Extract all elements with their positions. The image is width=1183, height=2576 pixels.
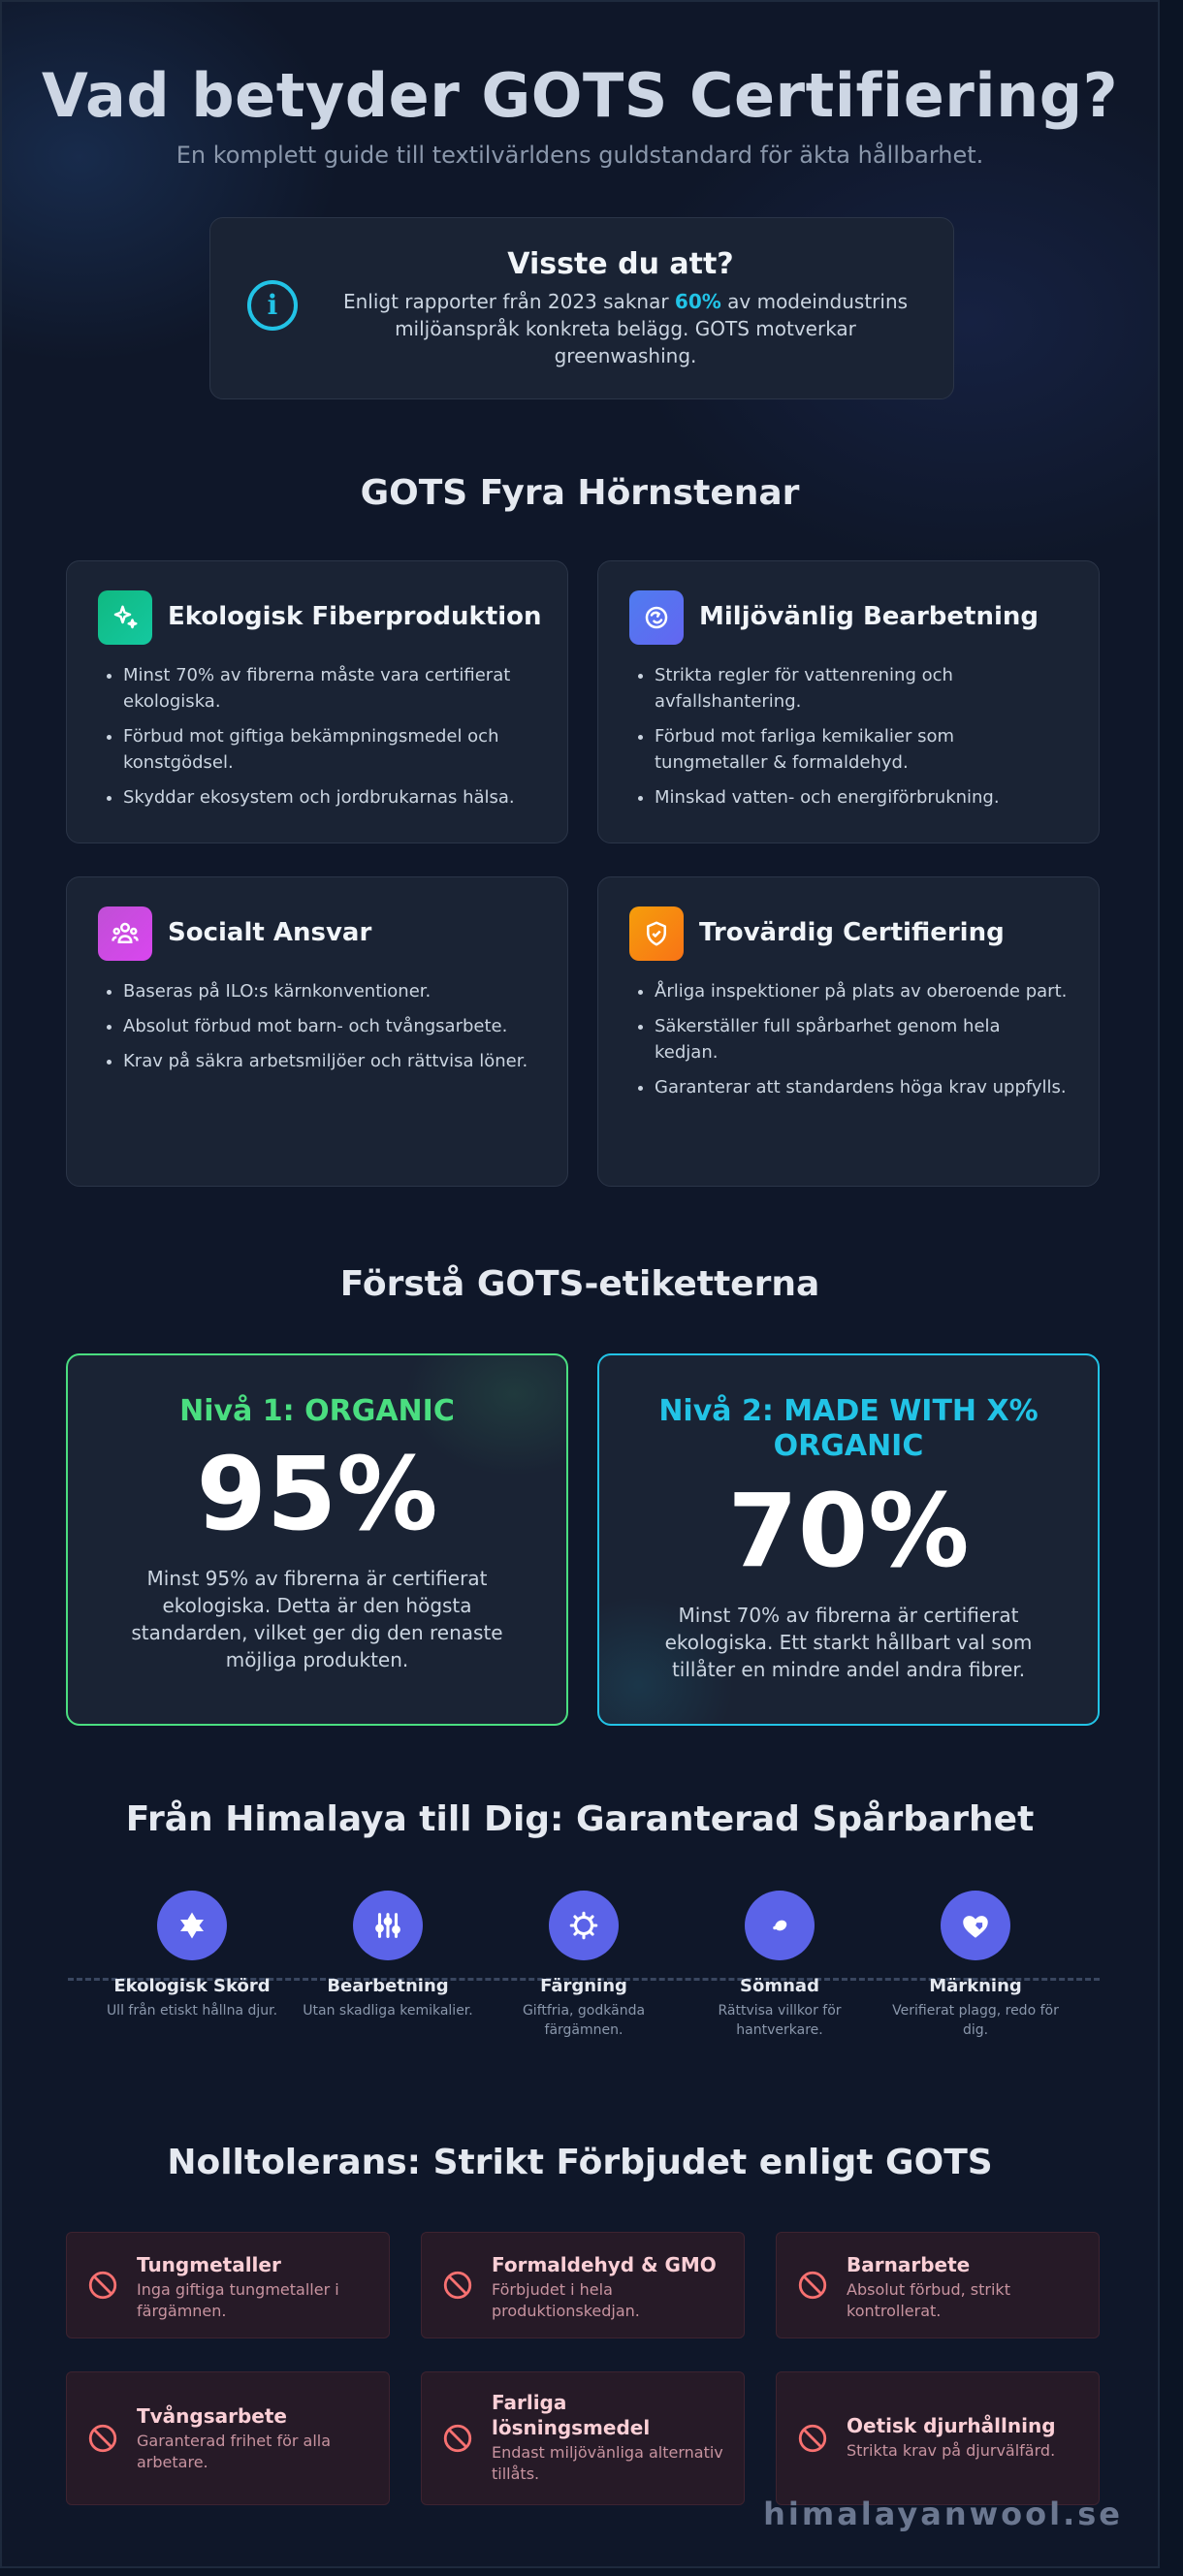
banned-item [66, 2232, 390, 2338]
sliders-icon [353, 1891, 423, 1960]
level-percent: 70% [727, 1472, 970, 1590]
step-desc: Ull från etiskt hållna djur. [106, 2003, 278, 2019]
step-desc: Verifierat plagg, redo för dig. [892, 2003, 1059, 2038]
footer-brand[interactable]: himalayanwool.se [763, 2496, 1123, 2532]
fact-highlight: 60% [674, 290, 721, 313]
sheep-icon [157, 1891, 227, 1960]
pillar-point: • Baseras på ILO:s kärnkonventioner. [123, 978, 536, 1004]
pillar-title: Socialt Ansvar [168, 918, 372, 947]
banned-item [421, 2232, 745, 2338]
step-desc: Utan skadliga kemikalier. [303, 2003, 473, 2019]
step-desc: Rättvisa villkor för hantverkare. [718, 2003, 842, 2038]
pillar-point: • Absolut förbud mot barn- och tvångsarbete. [123, 1013, 536, 1039]
shield-check-icon [629, 906, 684, 961]
banned-desc: Förbjudet i hela produktionskedjan. [492, 2280, 640, 2320]
people-icon [98, 906, 152, 961]
step-name: Färgning [540, 1976, 627, 1996]
pillar-point: • Årliga inspektioner på plats av oberoende part. [655, 978, 1068, 1004]
pillar-point: • Skyddar ekosystem och jordbrukarnas hälsa. [123, 784, 536, 811]
pillar-title: Ekologisk Fiberproduktion [168, 602, 542, 631]
banned-item [776, 2232, 1100, 2338]
ban-icon [441, 2422, 474, 2455]
banned-item [776, 2371, 1100, 2505]
level-title: Nivå 2: MADE WITH X% ORGANIC [658, 1394, 1039, 1463]
pillar-points [637, 978, 1068, 1109]
banned-desc: Endast miljövänliga alternativ tillåts. [492, 2443, 723, 2483]
banned-item [421, 2371, 745, 2505]
pillar-points [637, 662, 1068, 819]
banned-desc: Absolut förbud, strikt kontrollerat. [847, 2280, 1010, 2320]
needle-icon [745, 1891, 815, 1960]
level-card-made-with [597, 1353, 1100, 1726]
fact-box [209, 217, 954, 399]
timeline-step [883, 1891, 1068, 2040]
timeline-step [492, 1891, 676, 2040]
sparkle-icon [98, 590, 152, 645]
step-name: Bearbetning [327, 1976, 449, 1996]
timeline-step [100, 1891, 284, 2020]
banned-item [66, 2371, 390, 2505]
banned-name: Oetisk djurhållning [847, 2414, 1056, 2437]
traceability-title: Från Himalaya till Dig: Garanterad Spårbarhet [125, 1799, 1035, 1839]
pillar-card-ecological [66, 560, 568, 843]
step-name: Ekologisk Skörd [113, 1976, 271, 1996]
step-desc: Giftfria, godkända färgämnen. [522, 2003, 646, 2038]
ban-icon [86, 2422, 119, 2455]
tag-heart-icon [941, 1891, 1010, 1960]
info-icon: i [247, 280, 298, 331]
pillar-title: Miljövänlig Bearbetning [699, 602, 1039, 631]
fact-title: Visste du att? [507, 247, 734, 281]
pillar-points [106, 662, 536, 819]
pillar-point: • Förbud mot farliga kemikalier som tungmetaller & formaldehyd. [655, 723, 1068, 776]
level-text: Minst 95% av fibrerna är certifierat ekologiska. Detta är den högsta standarden, vilket ger dig den renaste möjliga produkten. [131, 1567, 503, 1671]
fact-text: Enligt rapporter från 2023 saknar 60% av modeindustrins miljöanspråk konkreta belägg. GOTS motverkar greenwashing. [342, 290, 909, 367]
labels-title: Förstå GOTS-etiketterna [339, 1264, 820, 1304]
level-title: Nivå 1: ORGANIC [179, 1394, 455, 1428]
pillar-title: Trovärdig Certifiering [699, 918, 1005, 947]
banned-desc: Garanterad frihet för alla arbetare. [137, 2432, 332, 2471]
banned-desc: Strikta krav på djurvälfärd. [847, 2441, 1056, 2460]
timeline-step [296, 1891, 480, 2020]
banned-desc: Inga giftiga tungmetaller i färgämnen. [137, 2280, 339, 2320]
banned-title: Nolltolerans: Strikt Förbjudet enligt GOTS [167, 2143, 993, 2182]
ban-icon [796, 2269, 829, 2302]
page-title: Vad betyder GOTS Certifiering? [41, 60, 1119, 131]
step-name: Sömnad [740, 1976, 819, 1996]
pillar-card-processing [597, 560, 1100, 843]
page-subtitle: En komplett guide till textilvärldens guldstandard för äkta hållbarhet. [176, 142, 984, 169]
ban-icon [441, 2269, 474, 2302]
pillar-point: • Krav på säkra arbetsmiljöer och rättvisa löner. [123, 1048, 536, 1074]
banned-name: Barnarbete [847, 2253, 971, 2276]
pillar-card-certification [597, 876, 1100, 1187]
pillar-point: • Garanterar att standardens höga krav uppfylls. [655, 1074, 1068, 1100]
pillar-point: • Säkerställer full spårbarhet genom hela kedjan. [655, 1013, 1068, 1065]
pillar-point: • Minst 70% av fibrerna måste vara certifierat ekologiska. [123, 662, 536, 715]
banned-name: Tvångsarbete [137, 2404, 287, 2428]
recycle-icon [629, 590, 684, 645]
level-card-organic [66, 1353, 568, 1726]
dye-icon [549, 1891, 619, 1960]
banned-name: Formaldehyd & GMO [492, 2253, 717, 2276]
timeline-step [687, 1891, 872, 2040]
step-name: Märkning [929, 1976, 1022, 1996]
ban-icon [86, 2269, 119, 2302]
pillars-title: GOTS Fyra Hörnstenar [360, 473, 800, 513]
pillar-points [106, 978, 536, 1083]
pillar-point: • Förbud mot giftiga bekämpningsmedel och konstgödsel. [123, 723, 536, 776]
pillar-card-social [66, 876, 568, 1187]
ban-icon [796, 2422, 829, 2455]
banned-name: Farliga lösningsmedel [492, 2391, 651, 2439]
pillar-point: • Minskad vatten- och energiförbrukning. [655, 784, 1068, 811]
level-text: Minst 70% av fibrerna är certifierat ekologiska. Ett starkt hållbart val som tillåter en mindre andel andra fibrer. [664, 1604, 1033, 1681]
banned-name: Tungmetaller [137, 2253, 281, 2276]
pillar-point: • Strikta regler för vattenrening och avfallshantering. [655, 662, 1068, 715]
level-percent: 95% [196, 1435, 438, 1553]
